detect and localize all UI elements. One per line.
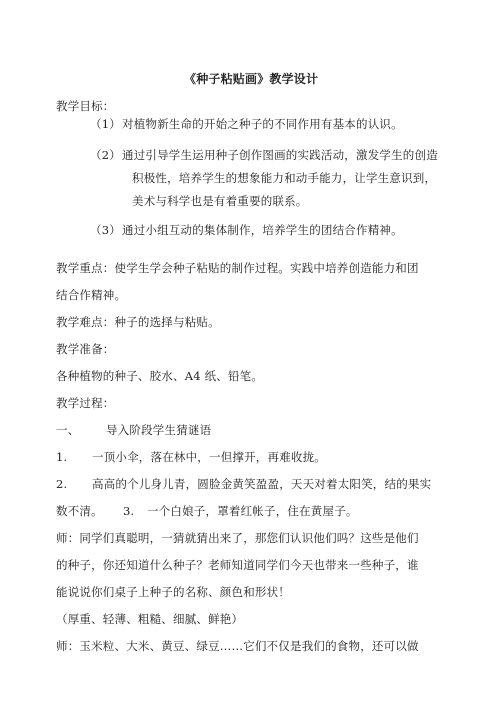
objective-2-number: （2） [90, 148, 121, 162]
objective-1-number: （1） [90, 117, 121, 131]
teacher-1-line-2: 的种子，你还知道什么种子？老师知道同学们今天也带来一些种子，谁 [56, 558, 419, 572]
teacher-1-line-1: 师：同学们真聪明，一猜就猜出来了，那您们认识他们吗？这些是他们 [56, 531, 419, 545]
seed-features-text: （厚重、轻薄、粗糙、细腻、鲜艳） [56, 612, 244, 626]
objective-2-line-2: 积极性，培养学生的想象能力和动手能力，让学生意识到， [132, 171, 437, 185]
step-1-text: 导入阶段学生猜谜语 [106, 423, 212, 437]
objective-3-number: （3） [90, 223, 121, 237]
riddle-1-number: 1. [56, 450, 68, 464]
focus-line-2: 结合作精神。 [56, 288, 127, 302]
document-title: 《种子粘贴画》教学设计 [184, 72, 319, 86]
riddle-2-line-2: 数不清。 [56, 504, 103, 518]
objective-1-text: 对植物新生命的开始之种子的不同作用有基本的认识。 [122, 117, 403, 131]
process-heading: 教学过程： [56, 396, 115, 410]
riddle-1-text: 一顶小伞，落在林中，一但撑开，再难收拢。 [92, 450, 326, 464]
preparation-text: 各种植物的种子、胶水、A4 纸、铅笔。 [56, 369, 264, 383]
objective-2-line-1: 通过引导学生运用种子创作图画的实践活动，激发学生的创造 [122, 148, 438, 162]
objective-2-line-3: 美术与科学也是有着重要的联系。 [132, 194, 308, 208]
step-1-number: 一、 [56, 423, 80, 437]
riddle-2-line-1: 高高的个儿身儿青，圆脸金黄笑盈盈，天天对着太阳笑，结的果实 [92, 477, 432, 491]
riddle-2-number: 2. [56, 477, 68, 491]
focus-line-1: 教学重点：使学生学会种子粘贴的制作过程。实践中培养创造能力和团 [56, 261, 419, 275]
riddle-3-number: 3. [123, 504, 135, 518]
teacher-1-line-3: 能说说你们桌子上种子的名称、颜色和形状！ [56, 585, 290, 599]
difficulty-text: 教学难点：种子的选择与粘贴。 [56, 315, 220, 329]
riddle-3-text: 一个白娘子，罩着红帐子，住在黄屋子。 [147, 504, 358, 518]
objectives-heading: 教学目标： [56, 99, 115, 113]
preparation-heading: 教学准备： [56, 342, 115, 356]
objective-3-text: 通过小组互动的集体制作，培养学生的团结合作精神。 [122, 223, 403, 237]
teacher-2-line-1: 师：玉米粒、大米、黄豆、绿豆……它们不仅是我们的食物，还可以做 [56, 639, 419, 653]
